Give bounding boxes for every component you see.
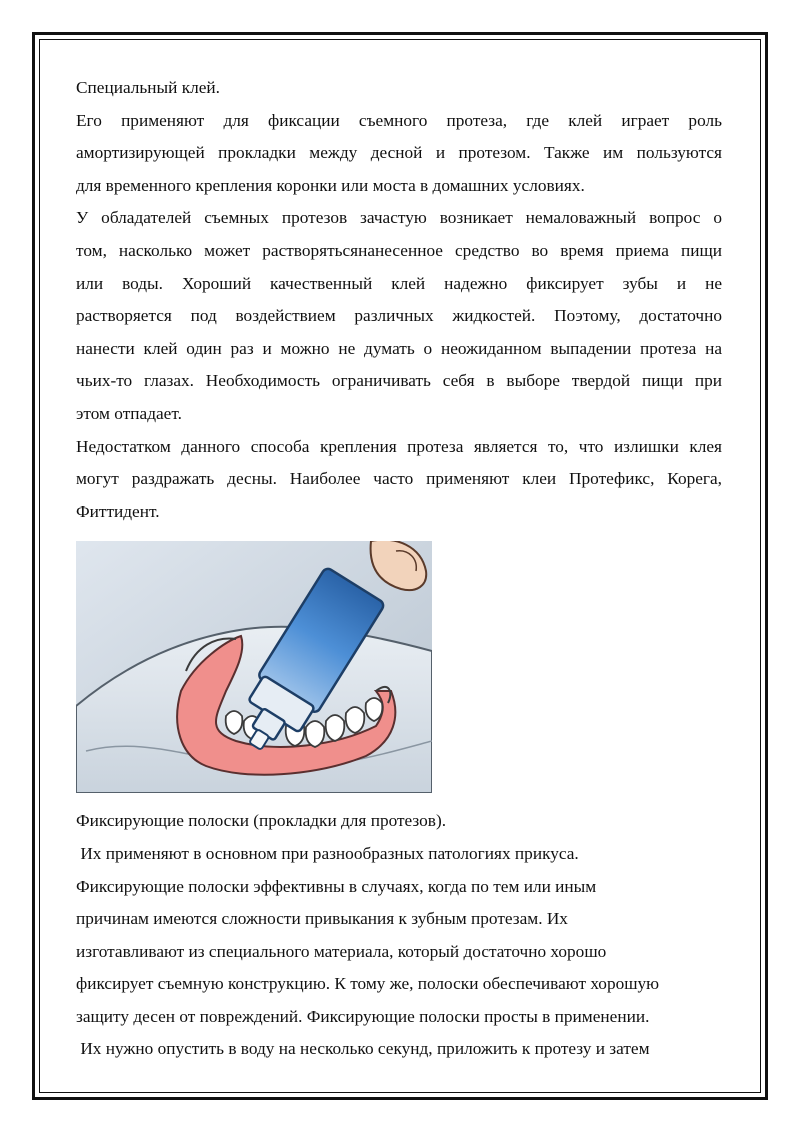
section-title-glue: Специальный клей.: [76, 78, 220, 97]
section-title-strips: Фиксирующие полоски (прокладки для протезов).: [76, 811, 447, 831]
text-line: изготавливают из специального материала, который достаточно хорошо: [76, 941, 607, 961]
text-line: или воды. Хороший качественный клей надежно фиксирует зубы и не: [76, 273, 722, 293]
text-line: Фиттидент.: [76, 501, 160, 521]
text-line: Недостатком данного способа крепления протеза является то, что излишки клея: [76, 436, 722, 456]
text-line: Их применяют в основном при разнообразных патологиях прикуса.: [76, 843, 579, 863]
text-line: этом отпадает.: [76, 403, 182, 423]
text-line: защиту десен от повреждений. Фиксирующие полоски просты в применении.: [76, 1006, 650, 1026]
text-line: чьих-то глазах. Необходимость ограничивать себя в выборе твердой пищи при: [76, 371, 722, 391]
text-line: Их нужно опустить в воду на несколько секунд, приложить к протезу и затем: [76, 1039, 650, 1059]
denture-glue-illustration: [76, 541, 432, 793]
text-line: могут раздражать десны. Наиболее часто применяют клеи Протефикс, Корега,: [76, 469, 722, 489]
text-line: амортизирующей прокладки между десной и протезом. Также им пользуются: [76, 143, 722, 163]
text-line: для временного крепления коронки или моста в домашних условиях.: [76, 175, 585, 195]
document-body: [76, 72, 722, 1066]
text-line: том, насколько может растворятьсянанесенное средство во время приема пищи: [76, 240, 722, 260]
text-line: растворяется под воздействием различных жидкостей. Поэтому, достаточно: [76, 306, 722, 326]
text-line: Его применяют для фиксации съемного протеза, где клей играет роль: [76, 110, 722, 130]
text-line: фиксирует съемную конструкцию. К тому же, полоски обеспечивают хорошую: [76, 974, 660, 994]
text-line: Фиксирующие полоски эффективны в случаях, когда по тем или иным: [76, 876, 597, 896]
text-line: причинам имеются сложности привыкания к зубным протезам. Их: [76, 909, 568, 929]
text-line: нанести клей один раз и можно не думать о неожиданном выпадении протеза на: [76, 338, 722, 358]
text-line: У обладателей съемных протезов зачастую возникает немаловажный вопрос о: [76, 208, 722, 228]
